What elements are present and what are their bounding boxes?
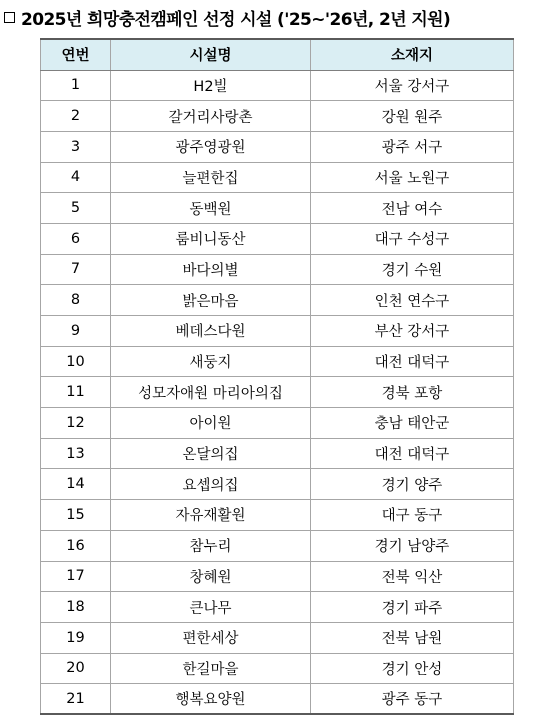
section-title: 2025년 희망충전캠페인 선정 시설 ('25~'26년, 2년 지원) xyxy=(21,9,451,30)
location-cell: 전북 남원 xyxy=(311,622,514,653)
number-cell: 10 xyxy=(41,346,111,377)
table-row xyxy=(41,500,514,531)
facility-name-cell: 성모자애원 마리아의집 xyxy=(111,377,311,408)
location-cell: 전북 익산 xyxy=(311,561,514,592)
column-header-facility-name: 시설명 xyxy=(111,39,311,70)
number-cell: 2 xyxy=(41,101,111,132)
location-cell: 대구 수성구 xyxy=(311,223,514,254)
table-row xyxy=(41,162,514,193)
number-cell: 11 xyxy=(41,377,111,408)
column-header-location: 소재지 xyxy=(311,39,514,70)
number-cell: 7 xyxy=(41,254,111,285)
table-row xyxy=(41,316,514,347)
table-row xyxy=(41,70,514,101)
facility-table xyxy=(40,38,514,715)
facility-name-cell: 밝은마음 xyxy=(111,285,311,316)
number-cell: 16 xyxy=(41,530,111,561)
location-cell: 충남 태안군 xyxy=(311,408,514,439)
facility-name-cell: 한길마을 xyxy=(111,653,311,684)
number-cell: 21 xyxy=(41,684,111,715)
location-cell: 경북 포항 xyxy=(311,377,514,408)
facility-name-cell: 갈거리사랑촌 xyxy=(111,101,311,132)
number-cell: 4 xyxy=(41,162,111,193)
number-cell: 9 xyxy=(41,316,111,347)
table-row xyxy=(41,622,514,653)
table-row xyxy=(41,285,514,316)
location-cell: 경기 수원 xyxy=(311,254,514,285)
facility-name-cell: 온달의집 xyxy=(111,438,311,469)
number-cell: 6 xyxy=(41,223,111,254)
checkbox-square-icon xyxy=(4,12,15,23)
facility-name-cell: 요셉의집 xyxy=(111,469,311,500)
section-heading xyxy=(4,4,450,30)
location-cell: 대전 대덕구 xyxy=(311,438,514,469)
number-cell: 8 xyxy=(41,285,111,316)
column-header-number: 연번 xyxy=(41,39,111,70)
table-row xyxy=(41,530,514,561)
location-cell: 전남 여수 xyxy=(311,193,514,224)
location-cell: 부산 강서구 xyxy=(311,316,514,347)
facility-name-cell: 동백원 xyxy=(111,193,311,224)
facility-name-cell: 새둥지 xyxy=(111,346,311,377)
number-cell: 20 xyxy=(41,653,111,684)
table-row xyxy=(41,193,514,224)
facility-name-cell: 큰나무 xyxy=(111,592,311,623)
header-row xyxy=(41,39,514,70)
facility-name-cell: 바다의별 xyxy=(111,254,311,285)
table-header xyxy=(41,39,514,70)
facility-name-cell: 광주영광원 xyxy=(111,131,311,162)
location-cell: 대전 대덕구 xyxy=(311,346,514,377)
facility-name-cell: 참누리 xyxy=(111,530,311,561)
facility-name-cell: 창혜원 xyxy=(111,561,311,592)
location-cell: 강원 원주 xyxy=(311,101,514,132)
location-cell: 대구 동구 xyxy=(311,500,514,531)
facility-name-cell: 룸비니동산 xyxy=(111,223,311,254)
facility-name-cell: 행복요양원 xyxy=(111,684,311,715)
location-cell: 경기 양주 xyxy=(311,469,514,500)
facility-name-cell: 베데스다원 xyxy=(111,316,311,347)
facility-name-cell: 늘편한집 xyxy=(111,162,311,193)
table-row xyxy=(41,469,514,500)
table-row xyxy=(41,377,514,408)
table-row xyxy=(41,653,514,684)
table-row xyxy=(41,592,514,623)
table-row xyxy=(41,408,514,439)
number-cell: 3 xyxy=(41,131,111,162)
number-cell: 18 xyxy=(41,592,111,623)
table-row xyxy=(41,131,514,162)
location-cell: 광주 서구 xyxy=(311,131,514,162)
location-cell: 경기 안성 xyxy=(311,653,514,684)
number-cell: 1 xyxy=(41,70,111,101)
number-cell: 12 xyxy=(41,408,111,439)
location-cell: 서울 노원구 xyxy=(311,162,514,193)
table-row xyxy=(41,223,514,254)
table-row xyxy=(41,438,514,469)
number-cell: 15 xyxy=(41,500,111,531)
number-cell: 14 xyxy=(41,469,111,500)
number-cell: 17 xyxy=(41,561,111,592)
number-cell: 13 xyxy=(41,438,111,469)
table-row xyxy=(41,101,514,132)
table-row xyxy=(41,684,514,715)
facility-name-cell: H2빌 xyxy=(111,70,311,101)
number-cell: 19 xyxy=(41,622,111,653)
table-body xyxy=(41,70,514,714)
facility-name-cell: 아이원 xyxy=(111,408,311,439)
table-row xyxy=(41,254,514,285)
table-row xyxy=(41,561,514,592)
table-row xyxy=(41,346,514,377)
location-cell: 인천 연수구 xyxy=(311,285,514,316)
location-cell: 광주 동구 xyxy=(311,684,514,715)
location-cell: 경기 파주 xyxy=(311,592,514,623)
location-cell: 경기 남양주 xyxy=(311,530,514,561)
location-cell: 서울 강서구 xyxy=(311,70,514,101)
facility-name-cell: 편한세상 xyxy=(111,622,311,653)
facility-name-cell: 자유재활원 xyxy=(111,500,311,531)
number-cell: 5 xyxy=(41,193,111,224)
